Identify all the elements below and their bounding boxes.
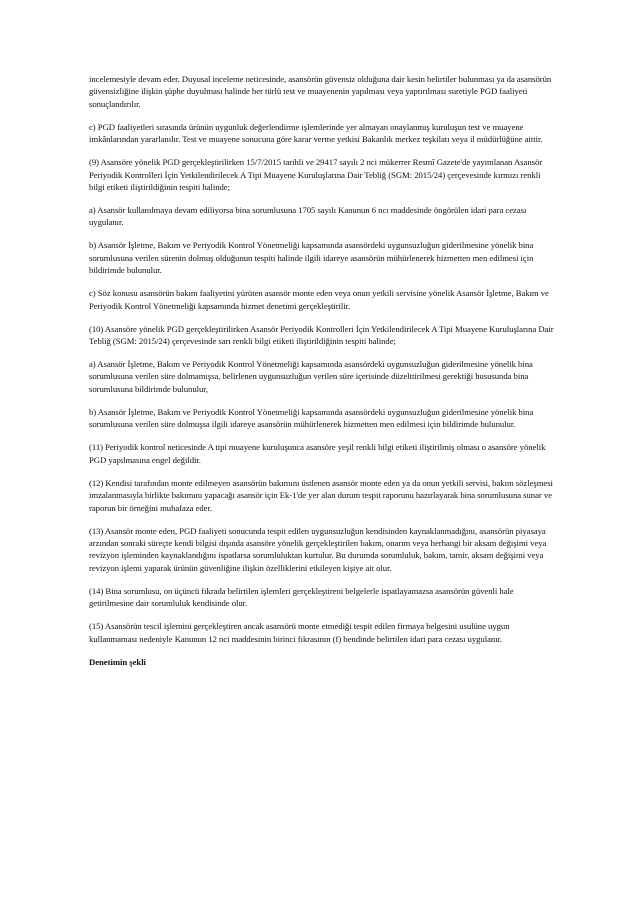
section-heading: Denetimin şekli bbox=[89, 656, 146, 667]
document-body bbox=[89, 73, 555, 668]
paragraph-12: (12) Kendisi tarafından monte edilmeyen asansörün bakımını üstlenen asansör monte eden ya da onun yetkili servisi, bakım sözleşmesi imzalanmasıyla birlikte bakımını yapacağı asansör için Ek-1'de yer alan durum tespit raporunu hazırlayarak bina sorumlusuna sunar ve raporun bir örneğini muhafaza eder. bbox=[89, 477, 553, 513]
paragraph-9b: b) Asansör İşletme, Bakım ve Periyodik Kontrol Yönetmeliği kapsamında asansördeki uygunsuzluğun giderilmesine yönelik bina sorumlusuna verilen sürenin dolmuş olduğunun tespiti halinde ilgili idareye asansörün mühürlenerek hizmetten men edilmesi için bildirimde bulunulur. bbox=[89, 240, 534, 276]
paragraph-8c: c) PGD faaliyetleri sırasında ürünün uygunluk değerlendirme işlemlerinde yer almayan onaylanmış kuruluşun test ve muayene imkânlarından yararlanılır. Test ve muayene sonucuna göre karar verme yetkisi Bakanlık merkez teşkilatı veya il müdürlüğüne aittir. bbox=[89, 121, 543, 145]
paragraph-13: (13) Asansör monte eden, PGD faaliyeti sonucunda tespit edilen uygunsuzluğun kendisinden kaynaklanmadığını, asansörün piyasaya arzından sonraki süreçte kendi bilgisi dışında asansöre yönelik gerçekleştirilen bakım, onarım veya herhangi bir aksam değişimi veya revizyon işleminden kaynaklandığını ispatlarsa sorumluluktan kurtulur. Bu durumda sorumluluk, bakım, tamir, aksam değişimi veya revizyon işlemi yaparak ürünün güvenliğine ilişkin özelliklerini etkileyen kişiye ait olur. bbox=[89, 525, 547, 573]
paragraph-9c: c) Söz konusu asansörün bakım faaliyetini yürüten asansör monte eden veya onun yetkili servisine yönelik Asansör İşletme, Bakım ve Periyodik Kontrol Yönetmeliği kapsamında hizmet denetimi gerçekleştirilir. bbox=[89, 288, 549, 311]
paragraph-14: (14) Bina sorumlusu, on üçüncü fıkrada belirtilen işlemleri gerçekleştireni belgelerle ispatlayamazsa asansörün güvenli hale getirilmesine dair sorumluluk kendisinde olur. bbox=[89, 585, 514, 609]
paragraph-11: (11) Periyodik kontrol neticesinde A tipi muayene kuruluşunca asansöre yeşil renkli bilgi etiketi iliştirilmiş olması o asansöre yönelik PGD yapılmasına engel değildir. bbox=[89, 442, 546, 465]
paragraph-9: (9) Asansöre yönelik PGD gerçekleştirilirken 15/7/2015 tarihli ve 29417 sayılı 2 nci mükerrer Resmî Gazete'de yayımlanan Asansör Periyodik Kontrolleri İçin Yetkilendirilecek A Tipi Muayene Kuruluşlarına Dair Tebliğ (SGM: 2015/24) çerçevesinde kırmızı renkli bilgi etiketi iliştirildiğinin tespiti halinde; bbox=[89, 157, 543, 193]
paragraph-inspection-continuation: incelemesiyle devam eder. Duyusal inceleme neticesinde, asansörün güvensiz olduğuna dair kesin belirtiler bulunması ya da asansörün güvensizliğine ilişkin şüphe duyulması halinde her türlü test ve muayenenin yapılması veya yaptırılması suretiyle PGD faaliyeti sonuçlandırılır. bbox=[89, 74, 552, 109]
paragraph-10b: b) Asansör İşletme, Bakım ve Periyodik Kontrol Yönetmeliği kapsamında asansördeki uygunsuzluğun giderilmesine yönelik bina sorumlusuna verilen süre dolmuşsa ilgili idareye asansörün mühürlenerek hizmetten men edilmesi için bildirimde bulunulur. bbox=[89, 406, 534, 430]
paragraph-9a: a) Asansör kullanılmaya devam ediliyorsa bina sorumlusuna 1705 sayılı Kanunun 6 ncı maddesinde öngörülen idari para cezası uygulanır. bbox=[89, 205, 527, 228]
paragraph-15: (15) Asansörün tescil işlemini gerçekleştiren ancak asansörü monte etmediği tespit edilen firmaya belgesini usulüne uygun kullanmaması nedeniyle Kanunun 12 nci maddesinin birinci fıkrasının (f) bendinde belirtilen idari para cezası uygulanır. bbox=[89, 621, 510, 644]
paragraph-10a: a) Asansör İşletme, Bakım ve Periyodik Kontrol Yönetmeliği kapsamında asansördeki uygunsuzluğun giderilmesine yönelik bina sorumlusuna verilen süre dolmamışsa, belirlenen uygunsuzluğun verilen süre içerisinde düzelttirilmesi gerektiği hususunda bina sorumlusuna bildirimde bulunulur, bbox=[89, 359, 533, 394]
paragraph-10: (10) Asansöre yönelik PGD gerçekleştirilirken Asansör Periyodik Kontrolleri İçin Yetkilendirilecek A Tipi Muayene Kuruluşlarına Dair Tebliğ (SGM: 2015/24) çerçevesinde sarı renkli bilgi etiketi iliştirildiğinin tespiti halinde; bbox=[89, 323, 554, 347]
